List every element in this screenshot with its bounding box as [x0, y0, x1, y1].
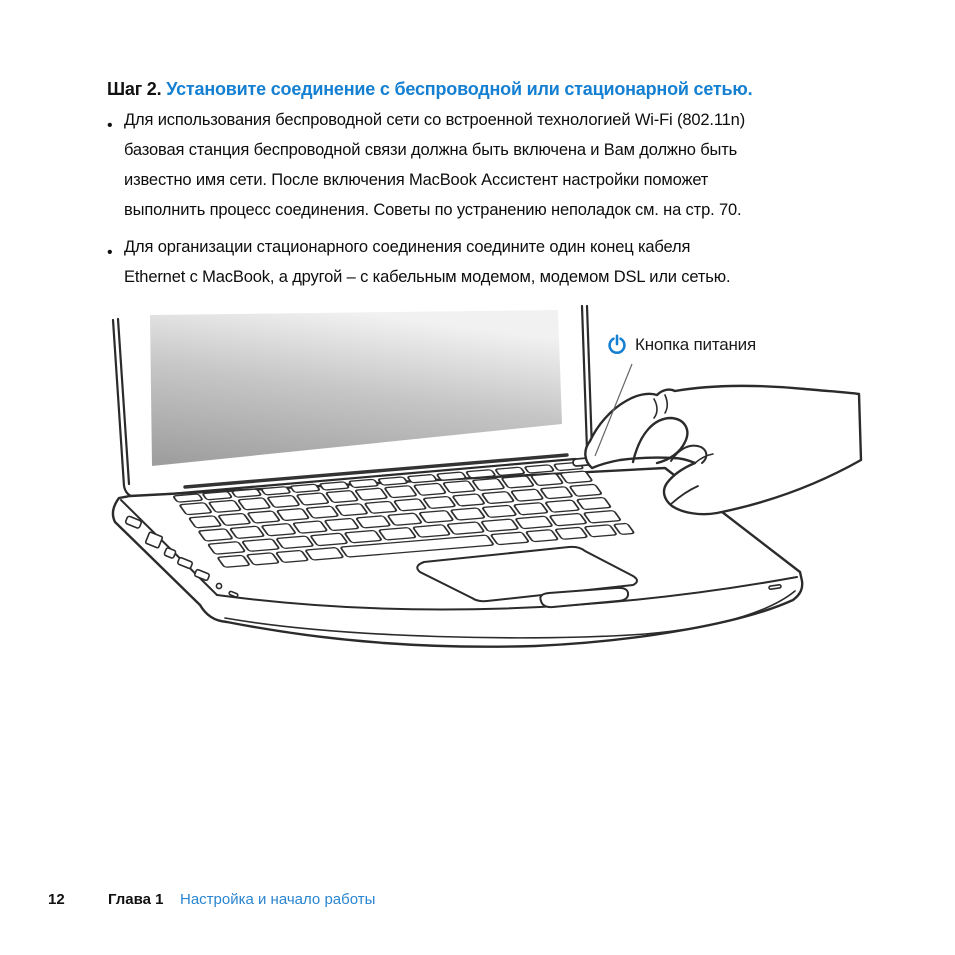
keyboard-key	[290, 484, 320, 492]
keyboard-key	[293, 521, 328, 533]
keyboard-key	[447, 522, 484, 535]
sleep-indicator	[769, 585, 781, 590]
keyboard-key	[466, 470, 496, 478]
bullet-line: Для использования беспроводной сети со встроенной технологией Wi-Fi (802.11n)	[124, 111, 746, 129]
keyboard-key	[451, 508, 486, 520]
keyboard-key	[218, 513, 251, 525]
keyboard-key	[577, 497, 612, 509]
keyboard-key	[540, 487, 573, 499]
keyboard-key	[335, 504, 368, 516]
keyboard-key	[481, 519, 518, 532]
keyboard-key	[501, 476, 534, 488]
keyboard-key	[217, 555, 250, 567]
page-footer	[0, 891, 955, 921]
keyboard-key	[419, 510, 454, 522]
keyboard-key	[179, 503, 212, 515]
keyboard-key	[355, 488, 388, 500]
keyboard-key	[232, 489, 262, 497]
laptop-screen	[150, 310, 562, 466]
keyboard-key	[545, 500, 580, 512]
bullet-marker: •	[107, 244, 113, 261]
keyboard-key	[276, 550, 309, 562]
keyboard-key	[365, 501, 398, 513]
keyboard-key	[437, 472, 467, 480]
keyboard-key	[261, 524, 296, 536]
keyboard-key	[511, 489, 544, 501]
keyboard-key	[344, 530, 381, 543]
footer-chapter: Глава 1	[108, 891, 164, 908]
keyboard-key	[555, 527, 588, 539]
step-number: Шаг 2.	[107, 79, 162, 99]
keyboard-key	[319, 482, 349, 490]
bullet-item	[107, 232, 897, 292]
keyboard-key	[238, 498, 271, 510]
keyboard-key	[482, 492, 515, 504]
keyboard-key	[242, 539, 279, 552]
keyboard-key	[443, 481, 476, 493]
keyboard-key	[524, 465, 554, 473]
keyboard-key	[356, 516, 391, 528]
step-heading	[107, 79, 752, 100]
keyboard-key	[277, 509, 310, 521]
step-title: Установите соединение с беспроводной или стационарной сетью.	[161, 79, 753, 99]
keyboard-key	[515, 516, 552, 529]
bullet-line: Ethernet с MacBook, а другой – с кабельным модемом, модемом DSL или сетью.	[124, 268, 731, 286]
keyboard-key	[306, 506, 339, 518]
bullet-list	[107, 105, 897, 299]
keyboard-key	[407, 474, 437, 482]
keyboard-key	[326, 491, 359, 503]
keyboard-key	[379, 528, 416, 541]
keyboard-key	[584, 511, 621, 524]
keyboard-key	[584, 525, 617, 537]
keyboard-key	[296, 493, 329, 505]
footer-page-number: 12	[48, 891, 65, 908]
keyboard-key	[495, 467, 525, 475]
keyboard-key	[569, 484, 602, 496]
keyboard-key	[349, 479, 379, 487]
keyboard-key	[310, 533, 347, 546]
bullet-line: выполнить процесс соединения. Советы по устранению неполадок см. на стр. 70.	[124, 201, 742, 219]
footer-chapter-title: Настройка и начало работы	[180, 891, 376, 908]
keyboard-key	[472, 478, 505, 490]
keyboard-key	[230, 526, 265, 538]
keyboard-key	[267, 495, 300, 507]
keyboard-key	[414, 483, 447, 495]
keyboard-key	[384, 486, 417, 498]
keyboard-key	[549, 513, 586, 526]
keyboard-key	[482, 505, 517, 517]
keyboard-key	[209, 500, 242, 512]
keyboard-key	[208, 542, 245, 555]
keyboard-key	[413, 525, 450, 538]
audio-port	[216, 583, 221, 588]
keyboard-key	[378, 477, 408, 485]
bullet-item	[107, 105, 897, 225]
keyboard-key	[514, 503, 549, 515]
power-button-label: Кнопка питания	[635, 335, 756, 354]
keyboard-key	[324, 518, 359, 530]
keyboard-key	[491, 532, 529, 545]
bullet-line: известно имя сети. После включения MacBook Ассистент настройки поможет	[124, 171, 709, 189]
bullet-line: Для организации стационарного соединения соедините один конец кабеля	[124, 238, 691, 256]
keyboard-key	[173, 494, 203, 502]
keyboard-key	[394, 499, 427, 511]
keyboard-key	[189, 516, 222, 528]
keyboard-key	[560, 471, 593, 483]
keyboard-key	[452, 494, 485, 506]
keyboard-key	[423, 496, 456, 508]
keyboard-key	[531, 473, 564, 485]
keyboard-key	[261, 487, 291, 495]
keyboard-key	[202, 491, 232, 499]
keyboard-key	[247, 553, 280, 565]
bullet-marker: •	[107, 117, 113, 134]
macbook-illustration	[105, 300, 870, 670]
keyboard-key	[247, 511, 280, 523]
keyboard-key	[305, 547, 343, 560]
keyboard-key	[198, 529, 233, 541]
bullet-line: базовая станция беспроводной связи должна быть включена и Вам должно быть	[124, 141, 738, 159]
keyboard-key	[526, 530, 559, 542]
keyboard-key	[276, 536, 313, 549]
keyboard-key	[387, 513, 422, 525]
